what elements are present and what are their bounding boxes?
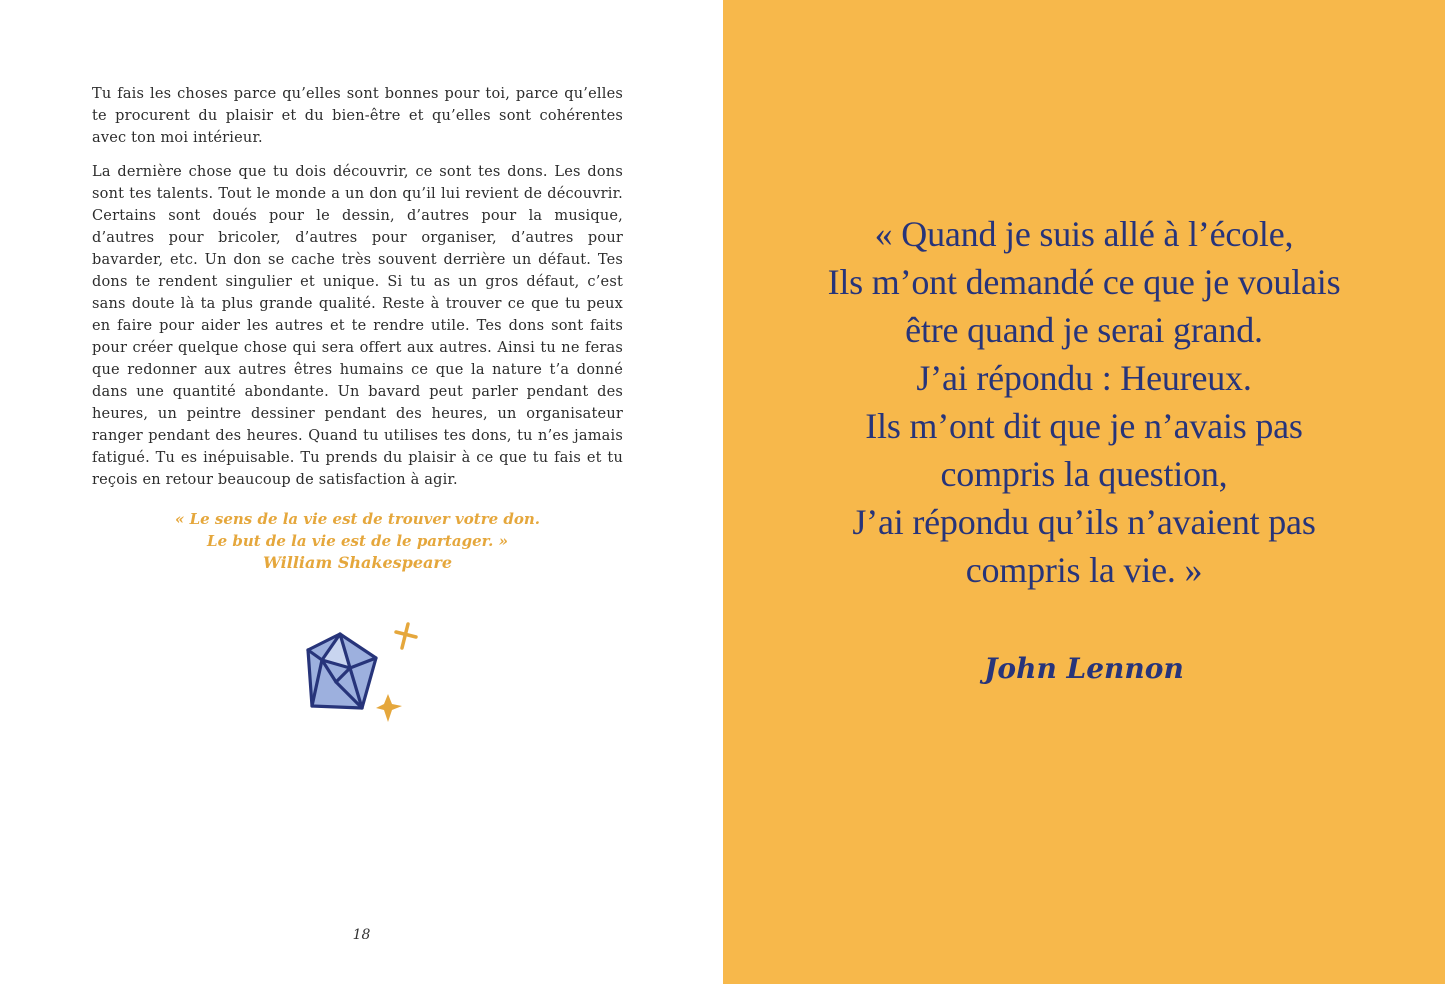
lennon-quote-line: Ils m’ont dit que je n’avais pas: [865, 406, 1303, 446]
paragraph-gifts: La dernière chose que tu dois découvrir, ce sont tes dons. Les dons sont tes talents. Tout le monde a un don qu’il lui revient de découvrir. Certains sont doués pour le dessin, d’autres pour la musique, d’autres pour bricoler, d’autres pour organiser, d’autres pour bavarder, etc. Un don se cache très souvent derrière un défaut. Tes dons te rendent singulier et unique. Si tu as un gros défaut, c’est sans doute là ta plus grande qualité. Reste à trouver ce que tu peux en faire pour aider les autres et te rendre utile. Tes dons sont faits pour créer quelque chose qui sera offert aux autres. Ainsi tu ne feras que redonner aux autres êtres humains ce que la nature t’a donné dans une quantité abondante. Un bavard peut parler pendant des heures, un peintre dessiner pendant des heures, un organisateur ranger pendant des heures. Quand tu utilises tes dons, tu n’es jamais fatigué. Tu es inépuisable. Tu prends du plaisir à ce que tu fais et tu reçois en retour beaucoup de satisfaction à agir.: [92, 164, 623, 488]
shakespeare-quote-author: William Shakespeare: [262, 553, 453, 572]
shakespeare-quote: [92, 508, 623, 574]
page-number: 18: [352, 927, 371, 943]
sparkle-icon: [396, 624, 416, 648]
lennon-quote-line: compris la vie. »: [965, 550, 1203, 590]
lennon-quote: [723, 210, 1445, 594]
lennon-quote-line: J’ai répondu : Heureux.: [916, 358, 1252, 398]
lennon-quote-line: « Quand je suis allé à l’école,: [874, 214, 1294, 254]
lennon-quote-line: compris la question,: [940, 454, 1228, 494]
paragraph-intro: Tu fais les choses parce qu’elles sont bonnes pour toi, parce qu’elles te procurent du plaisir et du bien-être et qu’elles sont cohérentes avec ton moi intérieur.: [92, 86, 623, 146]
sparkle-icon: [376, 694, 402, 722]
shakespeare-quote-line: Le but de la vie est de le partager. »: [207, 532, 508, 550]
diamond-icon: [296, 618, 426, 728]
right-page: [723, 0, 1445, 984]
lennon-quote-line: être quand je serai grand.: [905, 310, 1263, 350]
lennon-quote-author: John Lennon: [984, 652, 1184, 685]
lennon-quote-line: J’ai répondu qu’ils n’avaient pas: [852, 502, 1316, 542]
shakespeare-quote-line: « Le sens de la vie est de trouver votre don.: [174, 510, 540, 528]
lennon-quote-line: Ils m’ont demandé ce que je voulais: [827, 262, 1341, 302]
